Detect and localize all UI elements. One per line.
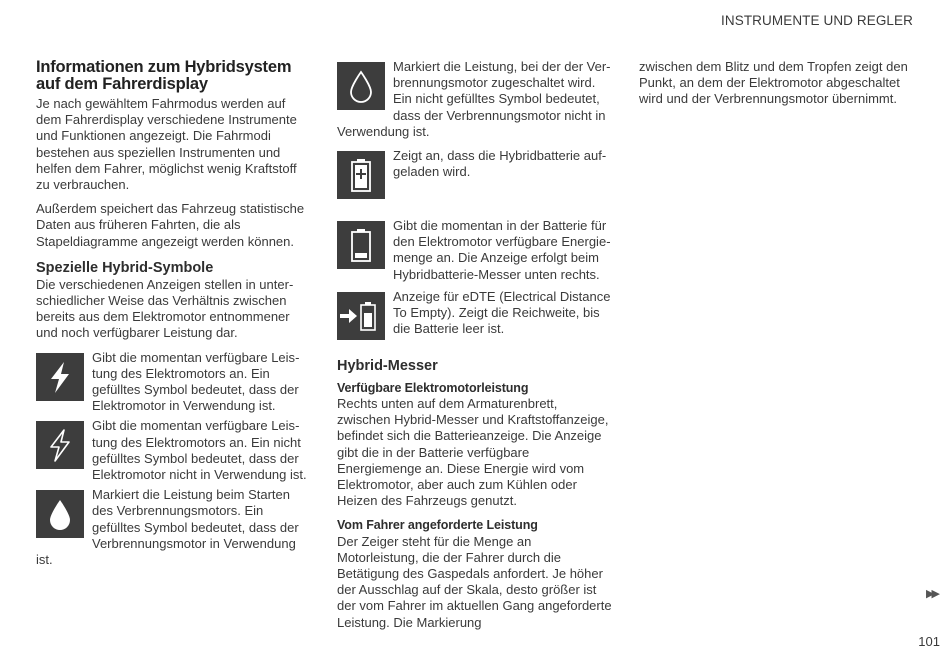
symbol-description: Gibt die momentan in der Batterie für den Elektromotor verfügbare Energiemenge an. Die Anzeige erfolgt beim Hybridbatterie-Messer unten rechts. <box>393 218 611 282</box>
symbol-entry-battery-charging <box>337 148 612 203</box>
available-power-heading: Verfügbare Elektromotorleistung <box>337 380 529 395</box>
symbol-entry-battery-level <box>337 218 612 283</box>
symbol-entry-drop-filled <box>36 487 308 568</box>
column-3 <box>639 59 914 116</box>
double-arrow-right-icon: ▶▶ <box>926 588 937 600</box>
hybrid-symbols-intro: Die verschiedenen Anzeigen stellen in unterschiedlicher Weise das Verhältnis zwischen bereits aus dem Elektromotor entnommener und noch verfügbarer Leistung dar. <box>36 276 294 341</box>
available-power-text: Rechts unten auf dem Armaturenbrett, zwischen Hybrid-Messer und Kraftstoffanzeige, befindet sich die Batterieanzeige. Die Anzeige gibt die in der Batterie verfügbare Energiemenge an. Diese Energie wird vom Elektromotor, aber auch zum Kühlen oder Heizen des Fahrzeugs genutzt. <box>337 396 609 509</box>
hybrid-symbols-heading: Spezielle Hybrid-Symbole <box>36 259 214 276</box>
symbol-description: Markiert die Leistung beim Starten des Verbrennungsmotors. Ein gefülltes Symbol bedeutet, dass der Verbrennungsmotor in Verwendung ist. <box>36 487 299 568</box>
battery-charging-icon <box>337 151 385 199</box>
page-title: Informationen zum Hybridsystem auf dem Fahrerdisplay <box>36 58 292 93</box>
battery-level-icon <box>337 221 385 269</box>
drop-outline-icon <box>337 62 385 110</box>
symbol-description: Gibt die momentan verfügbare Leistung des Elektromotors an. Ein nicht gefülltes Symbol bedeutet, dass der Elektromotor nicht in Verwendung ist. <box>92 418 307 483</box>
lightning-outline-icon <box>36 421 84 469</box>
symbol-entry-drop-outline <box>337 59 612 140</box>
symbol-description: Zeigt an, dass die Hybridbatterie aufgeladen wird. <box>393 148 607 180</box>
symbol-entry-battery-range <box>337 289 612 344</box>
page-number: 101 <box>918 634 940 649</box>
lightning-filled-icon <box>36 353 84 401</box>
section-header: INSTRUMENTE UND REGLER <box>721 13 913 28</box>
battery-range-icon <box>337 292 385 340</box>
symbol-description: Anzeige für eDTE (Electrical Distance To Empty). Zeigt die Reichweite, bis die Batterie leer ist. <box>393 288 611 337</box>
intro-paragraph-1: Je nach gewähltem Fahrmodus werden auf dem Fahrerdisplay verschiedene Instrumente und Funktionen angezeigt. Die Fahrmodi bestehen aus speziellen Instrumenten und helfen dem Fahrer, möglichst wenig Kraftstoff zu verbrauchen. <box>36 96 297 193</box>
hybrid-gauge-heading: Hybrid-Messer <box>337 357 438 374</box>
column-1 <box>36 59 308 568</box>
requested-power-text: Der Zeiger steht für die Menge an Motorleistung, die der Fahrer durch die Betätigung des Gaspedals anfordert. Je höher der Ausschlag auf der Skala, desto größer ist der vom Fahrer im aktuellen Gang angeforderte Leistung. Die Markierung <box>337 533 612 630</box>
column-2 <box>337 59 612 631</box>
symbol-entry-lightning-outline <box>36 418 308 483</box>
symbol-entry-lightning-filled <box>36 350 308 415</box>
requested-power-heading: Vom Fahrer angeforderte Leistung <box>337 518 538 533</box>
drop-filled-icon <box>36 490 84 538</box>
symbol-description: Gibt die momentan verfügbare Leistung des Elektromotors an. Ein gefülltes Symbol bedeutet, dass der Elektromotor in Verwendung ist. <box>92 349 300 414</box>
intro-paragraph-2: Außerdem speichert das Fahrzeug statistische Daten aus früheren Fahrten, die als Stapeldiagramme angezeigt werden können. <box>36 201 305 249</box>
symbol-description: Markiert die Leistung, bei der der Verbrennungsmotor zugeschaltet wird. Ein nicht gefülltes Symbol bedeutet, dass der Verbrennungsmotor nicht in Verwendung ist. <box>337 59 611 139</box>
continuation-text: zwischen dem Blitz und dem Tropfen zeigt den Punkt, an dem der Elektromotor abgeschaltet wird und der Verbrennungsmotor übernimmt. <box>639 59 908 107</box>
